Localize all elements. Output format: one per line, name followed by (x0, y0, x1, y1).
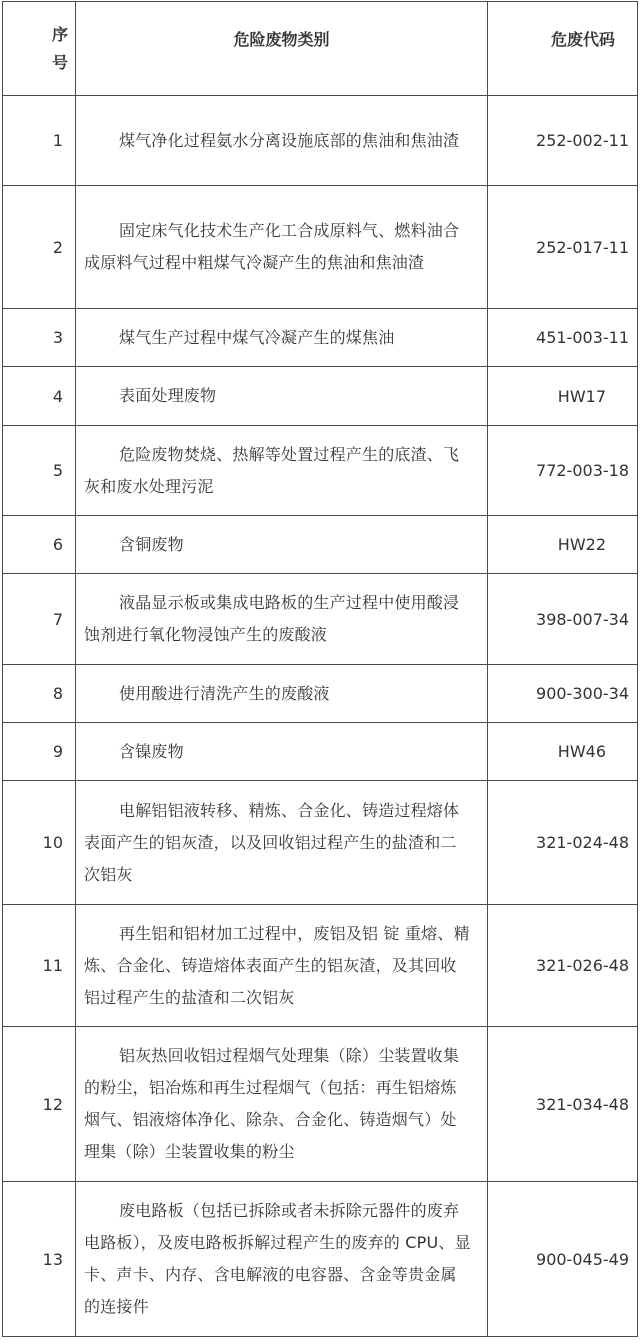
row-code: 398-007-34 (488, 574, 638, 665)
row-code: 900-045-49 (488, 1182, 638, 1337)
row-seq: 4 (3, 367, 76, 426)
table-row (3, 367, 638, 426)
row-category: 表面处理废物 (76, 367, 488, 426)
row-code: 321-026-48 (488, 905, 638, 1027)
table-row (3, 1182, 638, 1337)
table-row (3, 1027, 638, 1182)
row-code: HW22 (488, 516, 638, 574)
row-code: HW46 (488, 723, 638, 781)
row-code: 321-024-48 (488, 781, 638, 905)
row-category: 废电路板（包括已拆除或者未拆除元器件的废弃电路板），及废电路板拆解过程产生的废弃的 CPU、显卡、声卡、内存、含电解液的电容器、含金等贵金属的连接件 (76, 1182, 488, 1337)
row-seq: 5 (3, 426, 76, 516)
table-row (3, 96, 638, 186)
row-code: 772-003-18 (488, 426, 638, 516)
table-row (3, 426, 638, 516)
header-row (3, 2, 638, 96)
row-category: 煤气净化过程氨水分离设施底部的焦油和焦油渣 (76, 96, 488, 186)
header-code: 危废代码 (488, 2, 638, 96)
row-category: 液晶显示板或集成电路板的生产过程中使用酸浸蚀剂进行氧化物浸蚀产生的废酸液 (76, 574, 488, 665)
table-row (3, 516, 638, 574)
row-seq: 12 (3, 1027, 76, 1182)
table-row (3, 309, 638, 367)
row-seq: 8 (3, 665, 76, 723)
row-seq: 2 (3, 186, 76, 309)
header-category: 危险废物类别 (76, 2, 488, 96)
table-row (3, 723, 638, 781)
row-category: 煤气生产过程中煤气冷凝产生的煤焦油 (76, 309, 488, 367)
row-category: 含镍废物 (76, 723, 488, 781)
row-code: 451-003-11 (488, 309, 638, 367)
row-category: 铝灰热回收铝过程烟气处理集（除）尘装置收集的粉尘，铝冶炼和再生过程烟气（包括：再生铝熔炼烟气、铝液熔体净化、除杂、合金化、铸造烟气）处理集（除）尘装置收集的粉尘 (76, 1027, 488, 1182)
row-category: 使用酸进行清洗产生的废酸液 (76, 665, 488, 723)
table-row (3, 781, 638, 905)
row-category: 再生铝和铝材加工过程中，废铝及铝 锭 重熔、精炼、合金化、铸造熔体表面产生的铝灰渣，及其回收铝过程产生的盐渣和二次铝灰 (76, 905, 488, 1027)
table-row (3, 186, 638, 309)
row-code: 900-300-34 (488, 665, 638, 723)
table-row (3, 574, 638, 665)
row-seq: 1 (3, 96, 76, 186)
row-seq: 10 (3, 781, 76, 905)
row-seq: 11 (3, 905, 76, 1027)
row-category: 含铜废物 (76, 516, 488, 574)
row-code: 321-034-48 (488, 1027, 638, 1182)
row-seq: 6 (3, 516, 76, 574)
hazardous-waste-table (2, 1, 638, 1337)
row-code: 252-002-11 (488, 96, 638, 186)
header-seq-line1: 序 (51, 24, 68, 44)
table-row (3, 905, 638, 1027)
row-seq: 13 (3, 1182, 76, 1337)
header-seq-line2: 号 (51, 52, 68, 72)
row-category: 电解铝铝液转移、精炼、合金化、铸造过程熔体表面产生的铝灰渣，以及回收铝过程产生的盐渣和二次铝灰 (76, 781, 488, 905)
table-row (3, 665, 638, 723)
row-code: HW17 (488, 367, 638, 426)
header-seq (3, 2, 76, 96)
row-seq: 7 (3, 574, 76, 665)
row-code: 252-017-11 (488, 186, 638, 309)
row-category: 固定床气化技术生产化工合成原料气、燃料油合成原料气过程中粗煤气冷凝产生的焦油和焦油渣 (76, 186, 488, 309)
row-category: 危险废物焚烧、热解等处置过程产生的底渣、飞灰和废水处理污泥 (76, 426, 488, 516)
row-seq: 9 (3, 723, 76, 781)
row-seq: 3 (3, 309, 76, 367)
